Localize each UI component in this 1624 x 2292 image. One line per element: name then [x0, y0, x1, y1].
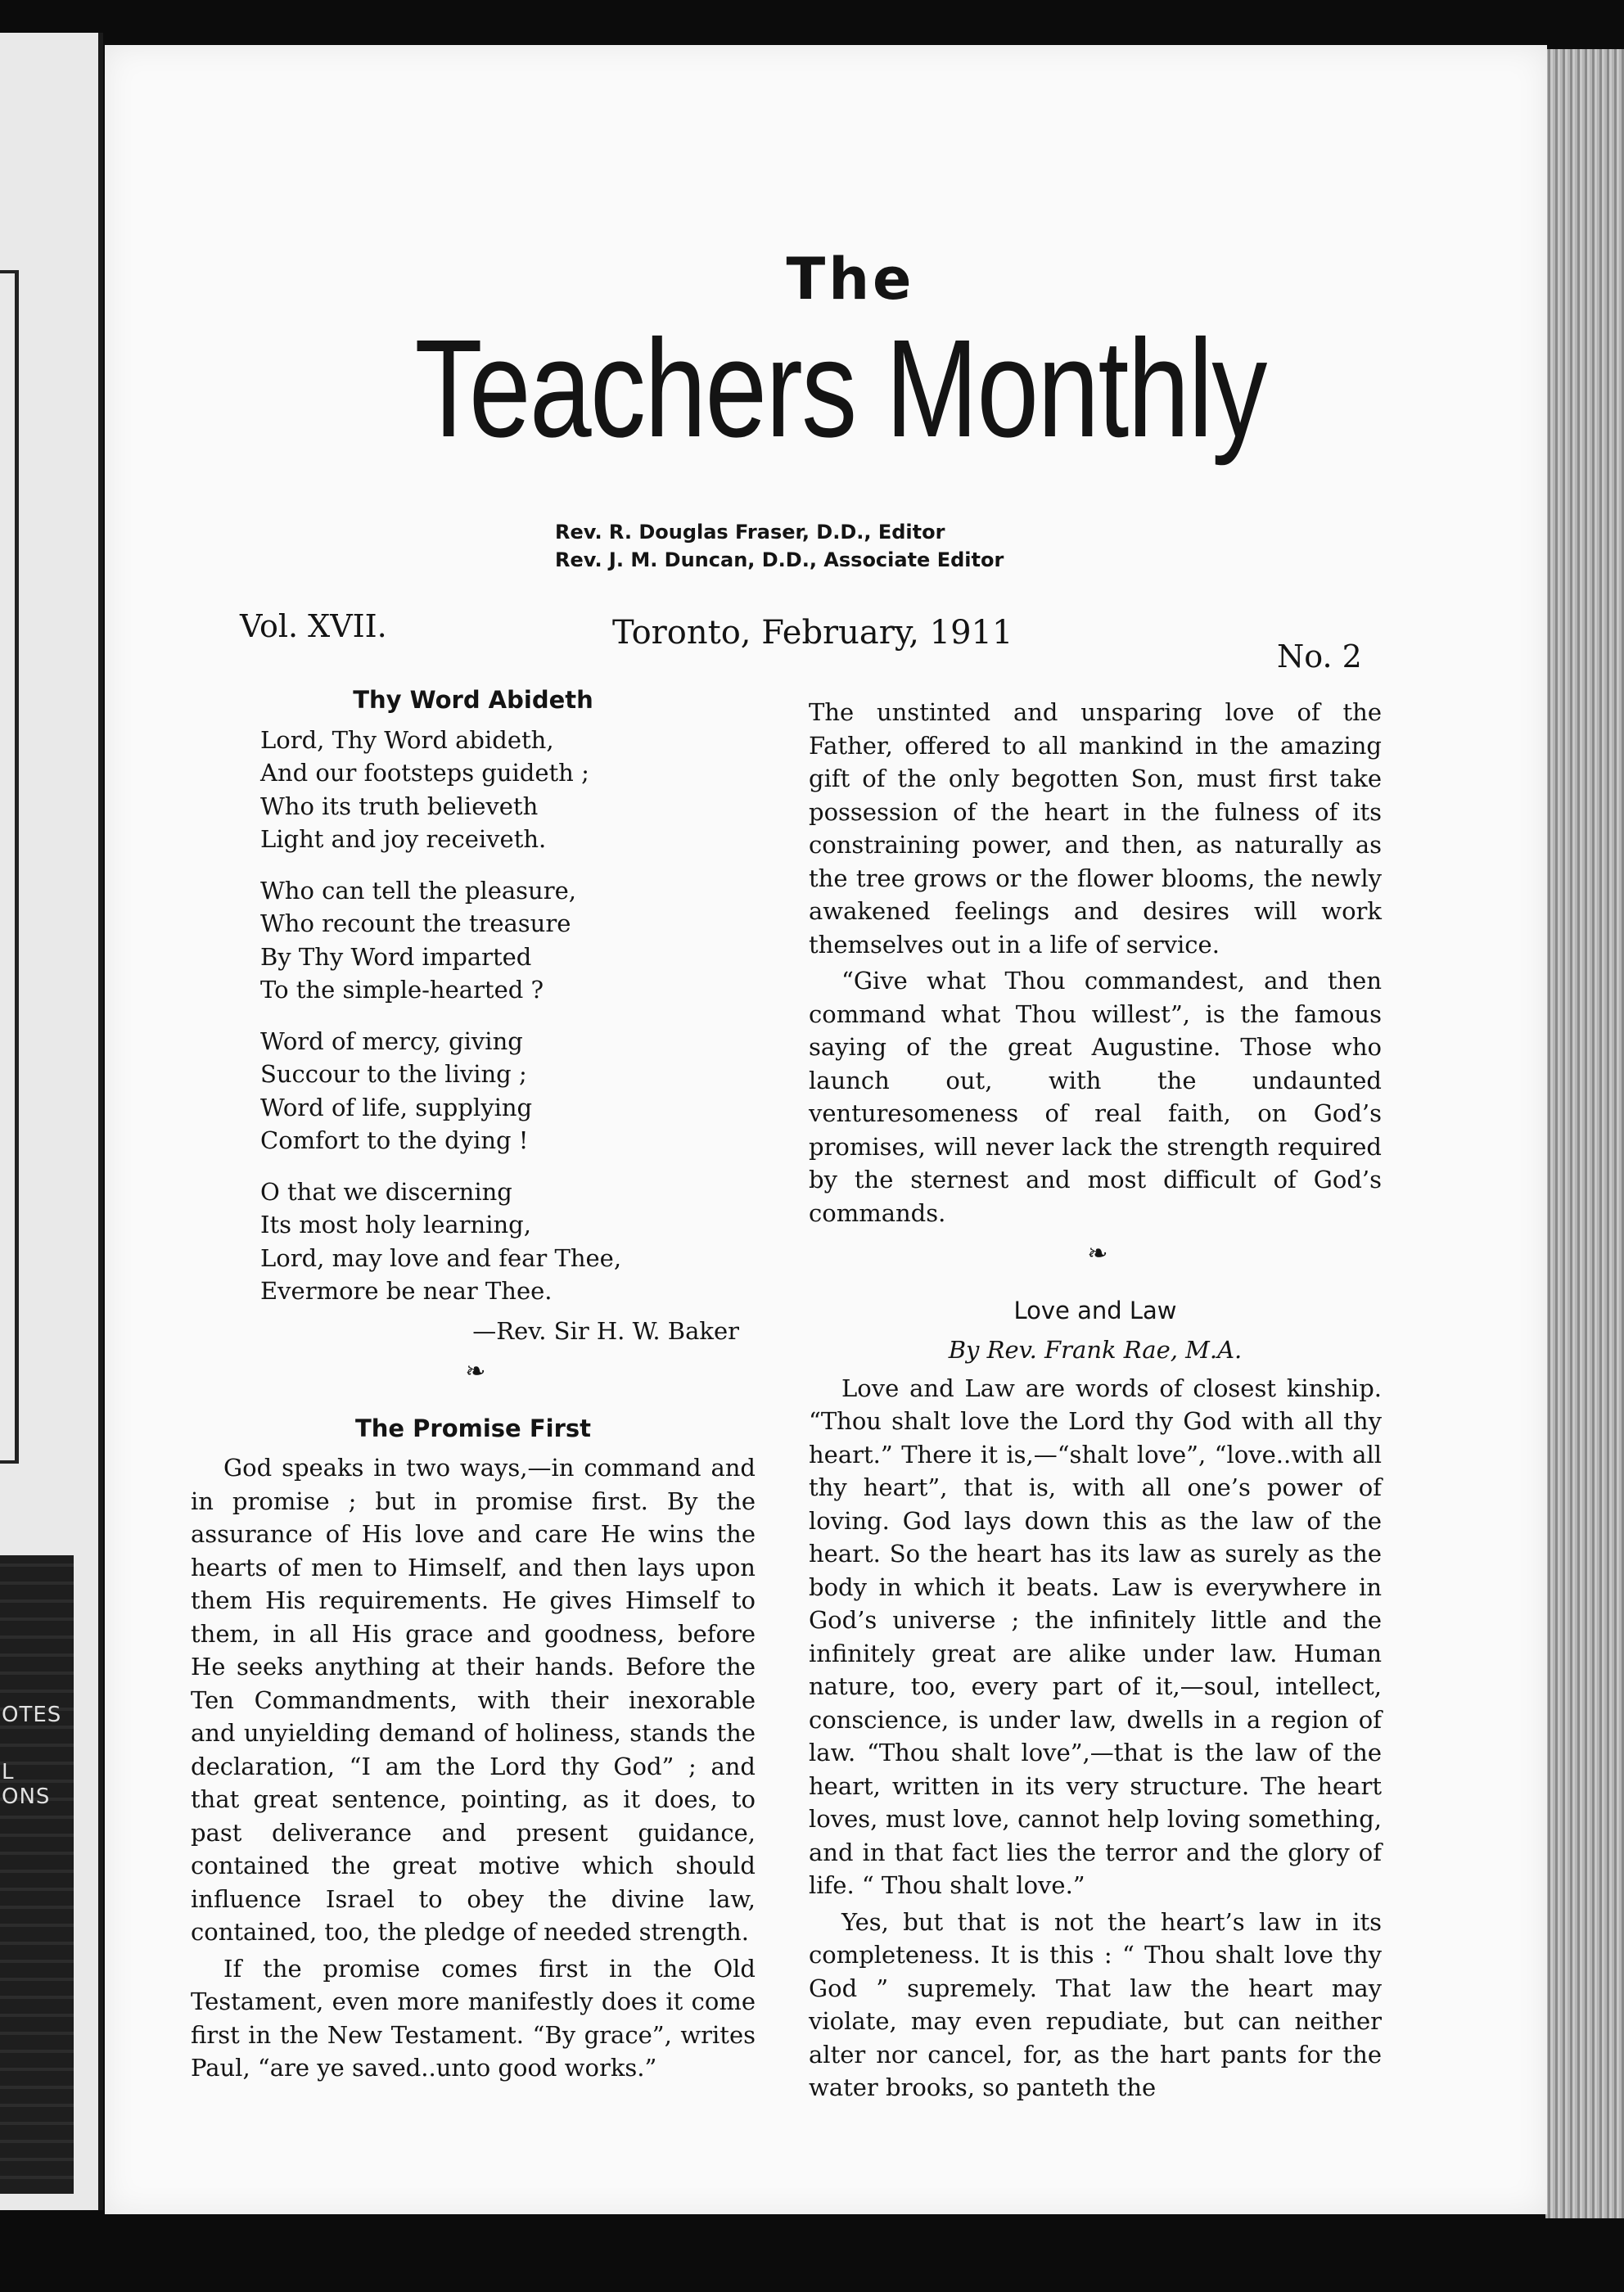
left-column [191, 684, 756, 2088]
adjacent-page-rule [0, 270, 19, 1464]
article-title-love-and-law: Love and Law [1013, 1296, 1177, 1324]
issue-number: No. 2 [1277, 638, 1362, 675]
poem-stanza [191, 1025, 756, 1157]
article-paragraph: God speaks in two ways,—in command and in promise ; but in promise first. By the assurance of His love and care He wins the hearts of men to Himself, and then lays upon them His requirements. He gives Himself to them, in all His grace and goodness, before He seeks anything at their hands. Before the Ten Commandments, with their inexorable and unyielding demand of holiness, stands the declaration, “I am the Lord thy God” ; and that great sentence, pointing, as it does, to past deliverance and present guidance, contained the great motive which should influence Israel to obey the divine law, contained, too, the pledge of needed strength. [191, 1454, 756, 1946]
place-date: Toronto, February, 1911 [612, 614, 1013, 652]
edge-text-fragment: ONS [2, 1784, 51, 1809]
page-stack-edge [1545, 49, 1624, 2218]
edge-text-fragment: L [2, 1760, 15, 1784]
poem-line: Word of life, supplying [260, 1093, 533, 1121]
poem-line: Its most holy learning, [260, 1211, 531, 1238]
ornament-icon: ❧ [1087, 1239, 1103, 1268]
poem-line: Who recount the treasure [260, 909, 571, 937]
article-paragraph: “Give what Thou commandest, and then command what Thou willest”, is the famous saying of the great Augustine. Those who launch out, with the undaunted venturesomeness of real faith, on God’s promises, will never lack the strength required by the sternest and most difficult of God’s commands. [809, 967, 1382, 1227]
masthead-the: The [786, 246, 915, 313]
poem-line: By Thy Word imparted [260, 942, 532, 971]
poem-line: O that we discerning [260, 1177, 512, 1206]
article-byline: By Rev. Frank Rae, M.A. [948, 1336, 1243, 1364]
poem-attribution: —Rev. Sir H. W. Baker [472, 1316, 739, 1345]
poem-line: Lord, may love and fear Thee, [260, 1243, 622, 1272]
article-paragraph: Yes, but that is not the heart’s law in its completeness. It is this : “ Thou shalt love thy God ” supremely. That law the heart may violate, may even repudiate, but can neither alter nor cancel, for, as the hart pants for the water brooks, so panteth the [809, 1907, 1382, 2101]
article-paragraph-continued: The unstinted and unsparing love of the Father, offered to all mankind in the amazing gift of the only begotten Son, must first take possession of the heart in the fulness of its constraining power, and then, as naturally as the tree grows or the flower blooms, the newly awakened feelings and desires will work themselves out in a life of service. [809, 698, 1382, 959]
editor-line: Rev. R. Douglas Fraser, D.D., Editor [555, 521, 945, 544]
edge-text-fragment: OTES [2, 1703, 62, 1727]
poem-line: Word of mercy, giving [260, 1026, 523, 1055]
poem-line: To the simple-hearted ? [260, 976, 544, 1004]
poem-line: Who its truth believeth [260, 792, 539, 820]
poem-stanza [191, 1175, 756, 1308]
poem-line: Who can tell the pleasure, [260, 876, 576, 905]
poem-line: Evermore be near Thee. [260, 1277, 553, 1305]
magazine-page [105, 45, 1547, 2214]
associate-editor-line: Rev. J. M. Duncan, D.D., Associate Editor [555, 548, 1004, 571]
editors-block [555, 518, 1004, 574]
article-paragraph: If the promise comes first in the Old Testament, even more manifestly does it come first in the New Testament. “By grace”, writes Paul, “are ye saved..unto good works.” [191, 1954, 756, 2082]
article-paragraph: Love and Law are words of closest kinship. “Thou shalt love the Lord thy God with all thy heart.” There it is,—“shalt love”, “love..with all thy heart”, that is, with all one’s power of loving. God lays down this as the law of the heart. So the heart has its law as surely as the body in which it beats. Law is everywhere in God’s universe ; the infinitely little and the infinitely great are alike under law. Human nature, too, every part of it,—soul, intellect, conscience, is under law, dwells in a region of law. “Thou shalt love”,—that is the law of the heart, written in its very structure. The heart loves, must love, cannot help loving something, and in that fact lies the terror and the glory of life. “ Thou shalt love.” [809, 1374, 1382, 1899]
adjacent-page-edge [0, 33, 103, 2210]
volume-label: Vol. XVII. [240, 608, 387, 644]
poem-line: Lord, Thy Word abideth, [260, 725, 554, 754]
poem-line: Succour to the living ; [260, 1060, 527, 1088]
poem-stanza [191, 874, 756, 1007]
poem-line: And our footsteps guideth ; [260, 759, 589, 787]
article-title-promise: The Promise First [354, 1414, 592, 1442]
adjacent-book-spine [0, 1555, 74, 2194]
masthead-title: Teachers Monthly [414, 311, 1266, 467]
ornament-icon: ❧ [465, 1357, 481, 1386]
right-column [809, 696, 1382, 2108]
poem-stanza [191, 724, 756, 856]
poem-line: Light and joy receiveth. [260, 825, 547, 853]
poem-line: Comfort to the dying ! [260, 1126, 529, 1154]
poem-title: Thy Word Abideth [353, 686, 593, 714]
